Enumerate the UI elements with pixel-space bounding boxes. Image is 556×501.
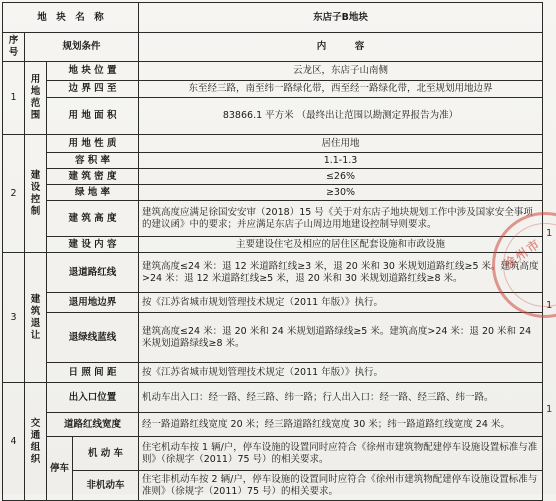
row-content: 主要建设住宅及相应的居住区配套设施和市政设施 (139, 237, 543, 253)
row-content: 东至经三路，南至纬一路绿化带，西至经一路绿化带，北至规划用地边界 (139, 81, 543, 98)
row-label: 日 照 间 距 (47, 363, 139, 383)
table-row (3, 153, 543, 169)
row-sublabel: 非机动车 (73, 471, 139, 501)
edge-mark: 1 (546, 404, 553, 415)
row-content: 经一路道路红线宽度 20 米；经三路道路红线宽度 30 米；纬一路道路红线宽度 24 米。 (139, 413, 543, 437)
planning-conditions-table (2, 2, 543, 501)
row-label: 退用地边界 (47, 293, 139, 313)
row-label: 建 筑 高 度 (47, 201, 139, 237)
column-header-row (3, 33, 543, 62)
row-content: 机动车出入口：经一路、经三路、纬一路；行人出入口：经一路、经三路、纬一路。 (139, 383, 543, 413)
table-row (3, 135, 543, 153)
row-content: 按《江苏省城市规划管理技术规定（2011 年版）》执行。 (139, 363, 543, 383)
section-number: 4 (3, 383, 25, 501)
col-header-number: 序号 (3, 33, 25, 62)
table-row (3, 98, 543, 135)
table-row (3, 313, 543, 363)
table-row (3, 201, 543, 237)
table-row (3, 471, 543, 501)
table-row (3, 81, 543, 98)
row-label: 建 设 内 容 (47, 237, 139, 253)
row-label: 用 地 性 质 (47, 135, 139, 153)
table-row (3, 169, 543, 185)
title-row (3, 3, 543, 33)
row-content: 83866.1 平方米 （最终出让范围以勘测定界报告为准） (139, 98, 543, 135)
table-row (3, 363, 543, 383)
row-content: 云龙区，东店子山南侧 (139, 62, 543, 81)
row-label: 出入口位置 (47, 383, 139, 413)
edge-mark: 1 (546, 300, 553, 311)
row-content: 住宅非机动车按 2 辆/户，停车设施的设置同时应符合《徐州市建筑物配建停车设施设置标准与准则》（徐规字（2011）75 号）的相关要求。 (139, 471, 543, 501)
row-label: 边 界 四 至 (47, 81, 139, 98)
row-label: 退绿线蓝线 (47, 313, 139, 363)
row-label: 绿 地 率 (47, 185, 139, 201)
col-header-content: 内 容 (139, 33, 543, 62)
parcel-name-label: 地 块 名 称 (3, 3, 139, 33)
table-row (3, 237, 543, 253)
parcel-name-value: 东店子B地块 (139, 3, 543, 33)
seal-text: 徐州市 (501, 236, 544, 272)
row-content: 建筑高度≤24 米：退 12 米道路红线≥3 米，退 20 米和 30 米规划道路红线≥5 米。建筑高度>24 米：退 12 米道路红线≥5 米，退 20 米和 30 米规划道路红线≥8 米。 (139, 253, 543, 293)
row-content: 建筑高度应满足徐国安安审（2018）15 号《关于对东店子地块规划工作中涉及国家安全事项的建议函》中的要求；并应满足东店子山周边用地建设控制导则要求。 (139, 201, 543, 237)
row-label: 容 积 率 (47, 153, 139, 169)
row-content: ≥30% (139, 185, 543, 201)
row-label: 道路红线宽度 (47, 413, 139, 437)
row-content: 1.1-1.3 (139, 153, 543, 169)
row-content: 按《江苏省城市规划管理技术规定（2011 年版）》执行。 (139, 293, 543, 313)
row-content: 住宅机动车按 1 辆/户，停车设施的设置同时应符合《徐州市建筑物配建停车设施设置标准与准则》（徐规字（2011）75 号）的相关要求。 (139, 437, 543, 471)
parking-label: 停车 (47, 437, 73, 501)
section-category: 用地范围 (25, 62, 47, 135)
table-row (3, 413, 543, 437)
section-number: 3 (3, 253, 25, 383)
table-row (3, 185, 543, 201)
section-category: 建设控制 (25, 135, 47, 253)
row-label: 用 地 面 积 (47, 98, 139, 135)
edge-mark: 1 (546, 228, 553, 239)
table-row (3, 62, 543, 81)
row-label: 地 块 位 置 (47, 62, 139, 81)
section-category: 建筑退让 (25, 253, 47, 383)
row-label: 退道路红线 (47, 253, 139, 293)
table-row (3, 383, 543, 413)
table-row (3, 293, 543, 313)
row-content: 居住用地 (139, 135, 543, 153)
table-row (3, 253, 543, 293)
section-number: 1 (3, 62, 25, 135)
row-content: 建筑高度≤24 米：退 20 米和 24 米规划道路绿线≥5 米。建筑高度>24 米：退 20 米和 24 米规划道路绿线≥8 米。 (139, 313, 543, 363)
col-header-condition: 规划条件 (25, 33, 139, 62)
section-number: 2 (3, 135, 25, 253)
row-label: 建 筑 密 度 (47, 169, 139, 185)
row-sublabel: 机 动 车 (73, 437, 139, 471)
table-row (3, 437, 543, 471)
section-category: 交通组织 (25, 383, 47, 501)
row-content: ≤26% (139, 169, 543, 185)
